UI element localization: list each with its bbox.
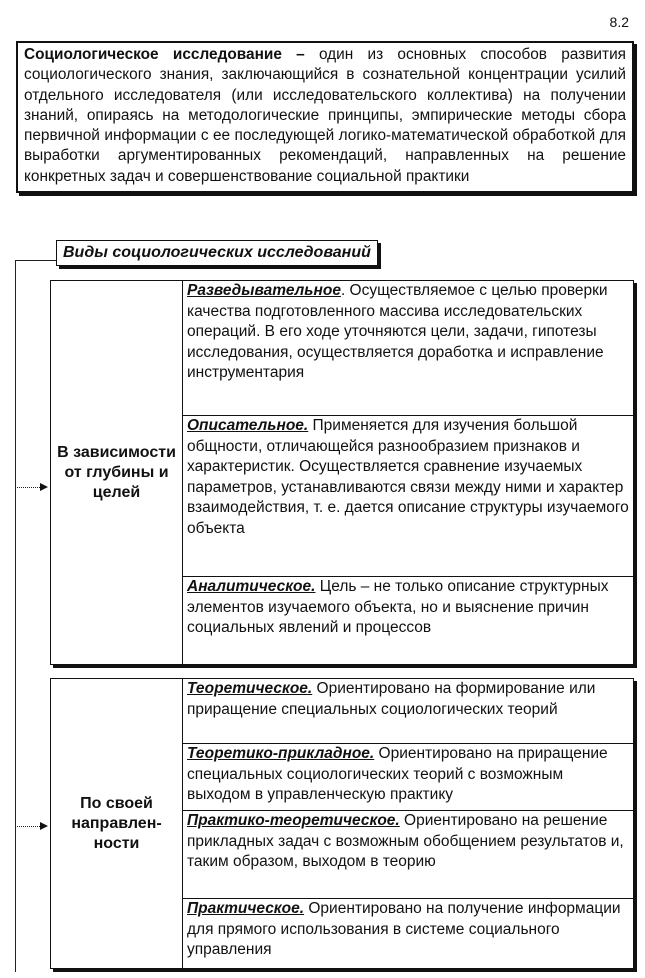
item-practical-theoretical bbox=[183, 810, 633, 898]
group-label-depth: В зависимости от глубины и целей bbox=[50, 280, 182, 665]
item-text: Применяется для изучения большой общности, отличающейся разнообразием признаков и характеристик. Осуществляется сравнение изучаемых параметров, устанавливаются связи между ними и характер взаимодействия, т. е. дается описание структуры изучаемого объекта bbox=[187, 417, 629, 537]
connector-horizontal-line bbox=[15, 260, 56, 261]
arrow-direction-line bbox=[15, 826, 42, 827]
connector-vertical-line bbox=[15, 260, 16, 972]
item-text: . Осуществляемое с целью проверки качества подготовленного массива исследовательских операций. В его ходе уточняются цели, задачи, гипотезы исследования, осуществляется доработка и исправление инструментария bbox=[187, 282, 608, 382]
item-title: Разведывательное bbox=[187, 282, 341, 299]
item-text: Ориентировано на решение прикладных задач с возможным обобщением результатов и, таким образом, выходом в теорию bbox=[187, 812, 624, 871]
item-text: Ориентировано на получение информации для прямого использования в системе социального управления bbox=[187, 900, 621, 959]
definition-text: один из основных способов развития социологического знания, заключающийся в сознательной концентрации усилий отдельного исследователя (или исследовательского коллектива) на получении знаний, опираясь на методологические принципы, эмпирические методы сбора первичной информации с ее последующей логико-математической обработкой для выработки аргументированных рекомендаций, направленных на решение конкретных задач и совершенствование социальной практики bbox=[24, 46, 626, 185]
group-depth-items bbox=[182, 280, 634, 665]
item-title: Теоретико-прикладное. bbox=[187, 745, 375, 762]
item-theoretical-applied bbox=[183, 743, 633, 810]
item-descriptive bbox=[183, 415, 633, 576]
item-theoretical bbox=[183, 679, 633, 743]
item-text: Ориентировано на приращение специальных социологических теорий с возможным выходом в управленческую практику bbox=[187, 745, 608, 804]
item-text: Ориентировано на формирование или приращение специальных социологических теорий bbox=[187, 680, 596, 718]
arrow-direction-icon bbox=[40, 822, 48, 830]
types-title: Виды социологических исследований bbox=[56, 240, 378, 266]
arrow-depth-icon bbox=[40, 483, 48, 491]
item-title: Теоретическое. bbox=[187, 680, 313, 697]
page-number: 8.2 bbox=[609, 14, 629, 30]
arrow-depth-line bbox=[15, 487, 42, 488]
definition-box bbox=[16, 41, 634, 193]
item-title: Аналитическое. bbox=[187, 578, 316, 595]
item-title: Практико-теоретическое. bbox=[187, 812, 400, 829]
item-title: Описательное. bbox=[187, 417, 309, 434]
item-title: Практическое. bbox=[187, 900, 305, 917]
item-text: Цель – не только описание структурных элементов изучаемого объекта, но и выяснение причин социальных явлений и процессов bbox=[187, 578, 609, 637]
item-analytical bbox=[183, 576, 633, 662]
group-depth bbox=[50, 280, 634, 665]
item-practical bbox=[183, 898, 633, 963]
item-exploratory bbox=[183, 281, 633, 415]
group-direction bbox=[50, 678, 634, 969]
definition-term: Социологическое исследование – bbox=[24, 46, 305, 63]
group-label-direction: По своей направлен-ности bbox=[50, 678, 182, 969]
group-direction-items bbox=[182, 678, 634, 969]
